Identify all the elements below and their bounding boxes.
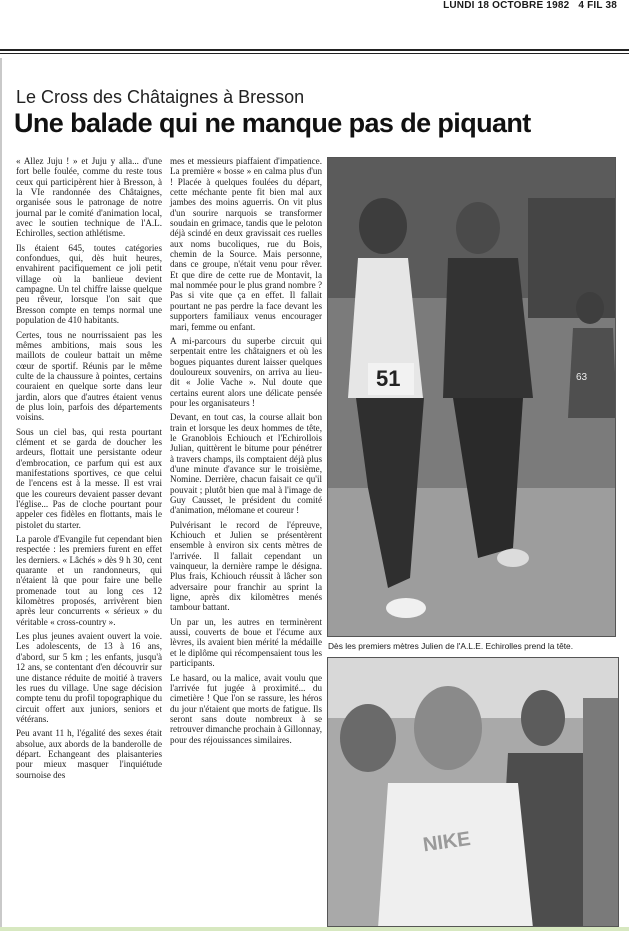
paragraph: « Allez Juju ! » et Juju y alla... d'une fort belle foulée, comme du reste tous ceux qui participèrent hier à Bresson, à la VIe randonnée des Châtaignes, organisée sous le patronage de notre journal par le comité d'animation local, avec le soutien technique de l'A.L. Echirolles, section athlétisme. <box>16 156 162 239</box>
paragraph: Certes, tous ne nourrissaient pas les mêmes ambitions, mais sous les maillots de couleur battait un même cœur de sportif. Réunis par le même culte de la chaussure à pointes, certains couraient en quelque sorte dans leur jardin, alors que d'autres étaient venus de plus loin, parfois des départements voisins. <box>16 329 162 423</box>
paragraph: Peu avant 11 h, l'égalité des sexes était absolue, aux abords de la banderolle de départ. Echangeant des plaisanteries pour mieux masquer l'inquiétude sournoise des <box>16 728 162 780</box>
scan-margin <box>0 58 2 931</box>
runner-bib-number-2: 63 <box>576 372 588 383</box>
shirt-print: NIKE <box>421 827 472 857</box>
paragraph: Ils étaient 645, toutes catégories confondues, qui, dès huit heures, envahirent pacifiquement ce joli petit village où la banlieue devient campagne. Un tel chiffre laisse quelque peu rêveur, lorsque l'on sait que Bresson compte en temps normal une population de 410 habitants. <box>16 242 162 326</box>
page-section: 4 FIL 38 <box>578 0 617 11</box>
paragraph: Pulvérisant le record de l'épreuve, Kchiouch et Julien se présentèrent ensemble à environ six cents mètres de l'arrivée. Il fallait cependant un vainqueur, la dernière rampe le désigna. Plus frais, Kchiouch réussit à lâcher son adversaire pour franchir au sprint la ligne, après dix kilomètres menés tambour battant. <box>170 519 322 613</box>
paragraph: La parole d'Evangile fut cependant bien respectée : les premiers furent en effet les derniers. « Lâchés » dès 9 h 30, cent quarante et un randonneurs, qui n'étaient là que pour faire une belle promenade tout au long ces 12 kilomètres proposés, arrivèrent bien après leur concurrents « sérieux » du véritable « cross-country ». <box>16 534 162 627</box>
runner-bib-number: 51 <box>376 366 401 391</box>
page-masthead <box>437 0 617 11</box>
race-photo-leaders <box>327 157 616 637</box>
header-rule-thin <box>0 53 629 54</box>
photo-caption: Dès les premiers mètres Julien de l'A.L.E. Echirolles prend la tête. <box>328 641 574 651</box>
paragraph: Le hasard, ou la malice, avait voulu que l'arrivée fut jugée à proximité... du cimetière ! Que l'on se rassure, les héros du jour n'étaient que morts de fatigue. Ils seront sans doute nombreux à se retrouver dimanche prochain à Gillonnay, pour des réjouissances similaires. <box>170 672 322 745</box>
header-rule <box>0 49 629 51</box>
article-column-2 <box>170 156 322 749</box>
paragraph: Les plus jeunes avaient ouvert la voie. Les adolescents, de 13 à 16 ans, d'abord, sur 5 km ; les enfants, jusqu'à 12 ans, se contentant d'en découvrir sur une distance réduite de moitié à travers les rues du village. Une sage décision compte tenu du profil topographique du circuit offert aux juniors, seniors et vétérans. <box>16 631 162 724</box>
paragraph: Devant, en tout cas, la course allait bon train et lorsque les deux hommes de tête, le Granoblois Echiouch et l'Echirollois Julian, quittèrent le bitume pour pénétrer à travers champs, ils comptaient déjà plus d'une minute d'avance sur le troisième, Nomine. Derrière, chacun faisait ce qu'il pouvait ; plutôt bien que mal à l'image de Guy Causset, le président du comité d'animation, mélomane et coureur ! <box>170 412 322 516</box>
paragraph: Un par un, les autres en terminèrent aussi, couverts de boue et l'écume aux lèvres, ils avaient bien mérité la médaille et le diplôme qui récompensaient tous les participants. <box>170 616 322 669</box>
article-kicker: Le Cross des Châtaignes à Bresson <box>16 87 305 107</box>
issue-date: LUNDI 18 OCTOBRE 1982 <box>443 0 570 11</box>
paragraph: Sous un ciel bas, qui resta pourtant clément et se garda de doucher les ardeurs, flottait une persistante odeur d'embrocation, ce parfum qui est aux manifestations sportives, ce que celui de l'encens est à la messe. Il est vrai que les coureurs devaient passer devant l'église... Pas de cloche pourtant pour appeler ces fidèles en flottants, mais le pistolet du starter. <box>16 426 162 530</box>
article-column-1 <box>16 156 162 784</box>
race-photo-crowd <box>327 657 619 927</box>
runners-illustration <box>328 158 616 637</box>
article-headline: Une balade qui ne manque pas de piquant <box>14 108 531 138</box>
crowd-illustration <box>328 658 619 927</box>
scan-bottom-edge <box>0 927 629 931</box>
paragraph: A mi-parcours du superbe circuit qui serpentait entre les châtaigners et où les bogues piquantes durent laisser quelques douloureux souvenirs, on arriva au lieu-dit « Jolie Vache ». Nul doute que certains eurent alors une délicate pensée pour les organisateurs ! <box>170 335 322 408</box>
paragraph: mes et messieurs piaffaient d'impatience. La première « bosse » en calma plus d'un ! Placée à quelques foulées du départ, cette méchante pente fit bien mal aux jambes des moins aguerris. On vit plus d'un sourire narquois se transformer soudain en grimace, tandis que le peloton déjà scindé en deux gravissait ces ruelles aux noms bucoliques, rue du Bois, chemin de la Source. Mais personne, dans ce groupe, n'était venu pour rêver. Et que dire de cette rue de Montavit, la mal nommée pour le plus grand nombre ? Pas si vite que ça en effet. Il fallait pourtant ne pas perdre la face devant les supporters familiaux venus encourager mari, femme ou enfant. <box>170 156 322 332</box>
